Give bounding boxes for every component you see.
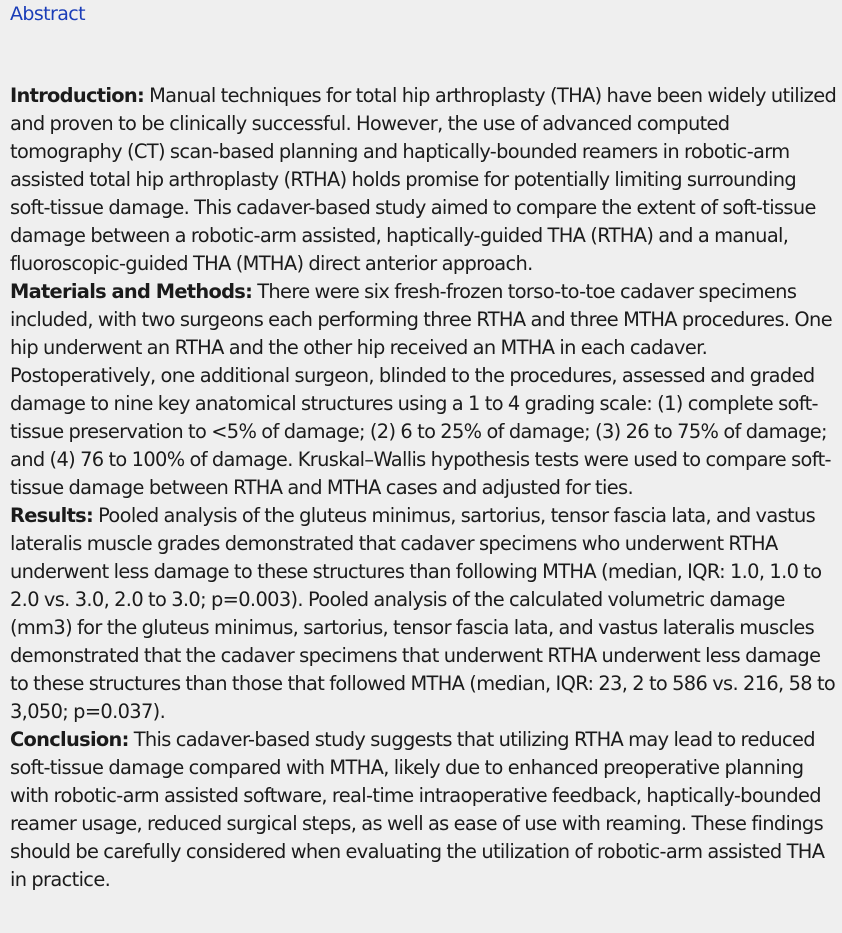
conclusion-text: This cadaver-based study suggests that utilizing RTHA may lead to reduced soft-tissue damage compared with MTHA, likely due to enhanced preoperative planning with robotic-arm assisted software, real-time intraoperative feedback, haptically-bounded reamer usage, reduced surgical steps, as well as ease of use with reaming. These findings should be carefully considered when evaluating the utilization of robotic-arm assisted THA in practice. bbox=[10, 728, 825, 891]
results-text: Pooled analysis of the gluteus minimus, sartorius, tensor fascia lata, and vastus lateralis muscle grades demonstrated that cadaver specimens who underwent RTHA underwent less damage to these structures than following MTHA (median, IQR: 1.0, 1.0 to 2.0 vs. 3.0, 2.0 to 3.0; p=0.003). Pooled analysis of the calculated volumetric damage (mm3) for the gluteus minimus, sartorius, tensor fascia lata, and vastus lateralis muscles demonstrated that the cadaver specimens that underwent RTHA underwent less damage to these structures than those that followed MTHA (median, IQR: 23, 2 to 586 vs. 216, 58 to 3,050; p=0.037). bbox=[10, 504, 836, 723]
introduction-text: Manual techniques for total hip arthroplasty (THA) have been widely utilized and proven to be clinically successful. However, the use of advanced computed tomography (CT) scan-based planning and haptically-bounded reamers in robotic-arm assisted total hip arthroplasty (RTHA) holds promise for potentially limiting surrounding soft-tissue damage. This cadaver-based study aimed to compare the extent of soft-tissue damage between a robotic-arm assisted, haptically-guided THA (RTHA) and a manual, fluoroscopic-guided THA (MTHA) direct anterior approach. bbox=[10, 84, 837, 275]
results-section bbox=[10, 502, 840, 726]
introduction-heading: Introduction: bbox=[10, 84, 145, 107]
abstract-body bbox=[10, 82, 840, 894]
conclusion-heading: Conclusion: bbox=[10, 728, 129, 751]
introduction-section bbox=[10, 82, 840, 278]
conclusion-section bbox=[10, 726, 840, 894]
materials-methods-section bbox=[10, 278, 840, 502]
materials-methods-heading: Materials and Methods: bbox=[10, 280, 253, 303]
materials-methods-text: There were six fresh-frozen torso-to-toe cadaver specimens included, with two surgeons each performing three RTHA and three MTHA procedures. One hip underwent an RTHA and the other hip received an MTHA in each cadaver. Postoperatively, one additional surgeon, blinded to the procedures, assessed and graded damage to nine key anatomical structures using a 1 to 4 grading scale: (1) complete soft-tissue preservation to <5% of damage; (2) 6 to 25% of damage; (3) 26 to 75% of damage; and (4) 76 to 100% of damage. Kruskal–Wallis hypothesis tests were used to compare soft-tissue damage between RTHA and MTHA cases and adjusted for ties. bbox=[10, 280, 832, 499]
abstract-link[interactable]: Abstract bbox=[10, 3, 85, 25]
results-heading: Results: bbox=[10, 504, 94, 527]
